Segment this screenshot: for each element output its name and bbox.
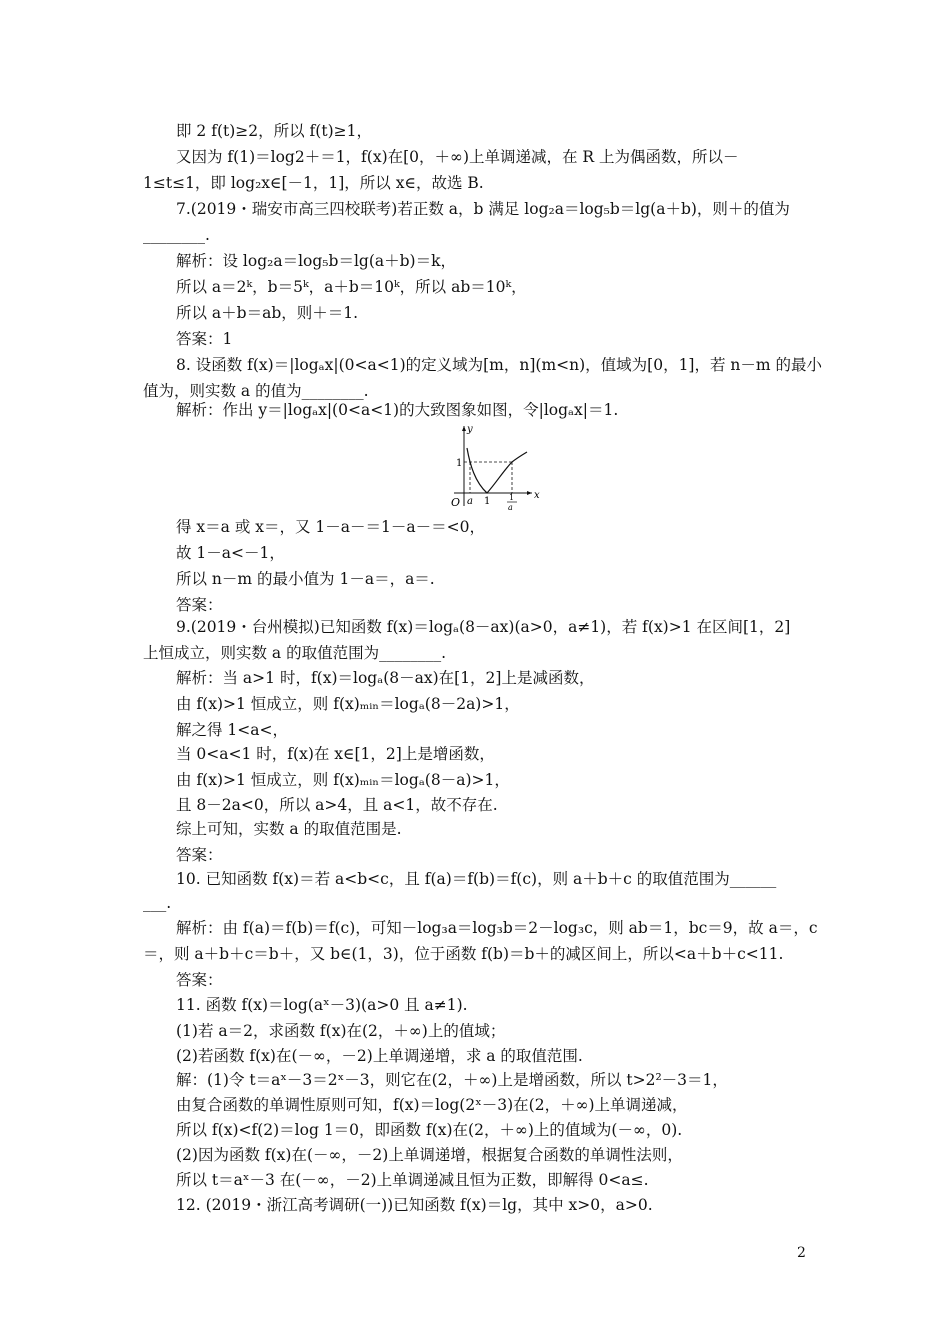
- text-line: 综上可知，实数 a 的取值范围是.: [176, 820, 402, 838]
- log-curve: [467, 448, 527, 493]
- x-tick-recip-denominator: a: [508, 503, 513, 512]
- text-line: 1≤t≤1，即 log₂x∈[－1，1]，所以 x∈，故选 B.: [143, 174, 484, 192]
- x-axis-arrow-icon: [527, 491, 532, 495]
- y-axis-arrow-icon: [462, 426, 466, 431]
- text-line: 答案：1: [176, 330, 233, 348]
- text-line: 得 x＝a 或 x＝，又 1－a－＝1－a－＝<0，: [176, 518, 485, 536]
- y-axis-label: y: [467, 424, 473, 435]
- text-line: 上恒成立，则实数 a 的取值范围为________.: [143, 644, 447, 662]
- text-line: 所以 a＋b＝ab，则＋＝1.: [176, 304, 359, 322]
- log-abs-graph: [448, 420, 538, 512]
- origin-label: O: [451, 496, 461, 509]
- text-line: 解析：作出 y＝|logₐx|(0<a<1)的大致图象如图，令|logₐx|＝1.: [176, 401, 619, 419]
- text-line: 所以 t＝aˣ－3 在(－∞，－2)上单调递减且恒为正数，即解得 0<a≤.: [176, 1171, 649, 1189]
- text-line: 解：(1)令 t＝aˣ－3＝2ˣ－3，则它在(2，＋∞)上是增函数，所以 t>2²－3＝1，: [176, 1071, 728, 1089]
- x-tick-recip-numerator: 1: [509, 493, 515, 502]
- text-line: 由 f(x)>1 恒成立，则 f(x)ₘᵢₙ＝logₐ(8－2a)>1，: [176, 695, 520, 713]
- text-line: 所以 f(x)<f(2)＝log 1＝0，即函数 f(x)在(2，＋∞)上的值域为(－∞，0).: [176, 1121, 683, 1139]
- text-line: 且 8－2a<0，所以 a>4，且 a<1，故不存在.: [176, 796, 498, 814]
- text-line: (2)若函数 f(x)在(－∞，－2)上单调递增，求 a 的取值范围.: [176, 1047, 583, 1065]
- text-line: 答案：: [176, 846, 223, 864]
- text-line: 由 f(x)>1 恒成立，则 f(x)ₘᵢₙ＝logₐ(8－a)>1，: [176, 771, 510, 789]
- page-number: 2: [797, 1245, 806, 1261]
- text-line: 解析：设 log₂a＝log₅b＝lg(a＋b)＝k，: [176, 252, 456, 270]
- text-line: 故 1－a<－1，: [176, 544, 285, 562]
- text-line: (2)因为函数 f(x)在(－∞，－2)上单调递增，根据复合函数的单调性法则，: [176, 1146, 683, 1164]
- x-tick-a: a: [467, 496, 473, 507]
- x-tick-1: 1: [484, 496, 491, 507]
- x-axis-label: x: [534, 490, 540, 501]
- y-tick-label: 1: [456, 458, 463, 469]
- text-line: 解之得 1<a<，: [176, 721, 289, 739]
- text-line: ___.: [143, 894, 172, 912]
- text-line: (1)若 a＝2，求函数 f(x)在(2，＋∞)上的值域；: [176, 1022, 506, 1040]
- text-line: 当 0<a<1 时，f(x)在 x∈[1，2]上是增函数，: [176, 745, 495, 763]
- text-line: 11. 函数 f(x)＝log(aˣ－3)(a>0 且 a≠1).: [176, 996, 468, 1014]
- text-line: 7.(2019・瑞安市高三四校联考)若正数 a，b 满足 log₂a＝log₅b＝lg(a＋b)，则＋的值为: [176, 200, 790, 218]
- text-line: 所以 n－m 的最小值为 1－a＝，a＝.: [176, 570, 435, 588]
- text-line: 9.(2019・台州模拟)已知函数 f(x)＝logₐ(8－ax)(a>0，a≠1)，若 f(x)>1 在区间[1，2]: [176, 618, 791, 636]
- text-line: 所以 a＝2ᵏ，b＝5ᵏ，a＋b＝10ᵏ，所以 ab＝10ᵏ，: [176, 278, 527, 296]
- text-line: 又因为 f(1)＝log2＋＝1，f(x)在[0，＋∞)上单调递减，在 R 上为偶函数，所以－: [176, 148, 739, 166]
- text-line: 12. (2019・浙江高考调研(一))已知函数 f(x)＝lg，其中 x>0，a>0.: [176, 1196, 653, 1214]
- text-line: 解析：由 f(a)＝f(b)＝f(c)，可知－log₃a＝log₃b＝2－log₃c，则 ab＝1，bc＝9，故 a＝，c: [176, 919, 818, 937]
- text-line: 答案：: [176, 971, 223, 989]
- text-line: 解析：当 a>1 时，f(x)＝logₐ(8－ax)在[1，2]上是减函数，: [176, 669, 595, 687]
- text-line: 即 2 f(t)≥2，所以 f(t)≥1，: [176, 122, 372, 140]
- text-line: 值为，则实数 a 的值为________.: [143, 382, 369, 400]
- text-line: ＝，则 a＋b＋c＝b＋，又 b∈(1，3)，位于函数 f(b)＝b＋的减区间上，所以<a＋b＋c<11.: [143, 945, 784, 963]
- text-line: 答案：: [176, 596, 223, 614]
- text-line: 由复合函数的单调性原则可知，f(x)＝log(2ˣ－3)在(2，＋∞)上单调递减，: [176, 1096, 688, 1114]
- text-line: 10. 已知函数 f(x)＝若 a<b<c，且 f(a)＝f(b)＝f(c)，则 a＋b＋c 的取值范围为______: [176, 870, 777, 888]
- text-line: 8. 设函数 f(x)＝|logₐx|(0<a<1)的定义域为[m，n](m<n)，值域为[0，1]，若 n－m 的最小: [176, 356, 823, 374]
- text-line: ________.: [143, 226, 210, 244]
